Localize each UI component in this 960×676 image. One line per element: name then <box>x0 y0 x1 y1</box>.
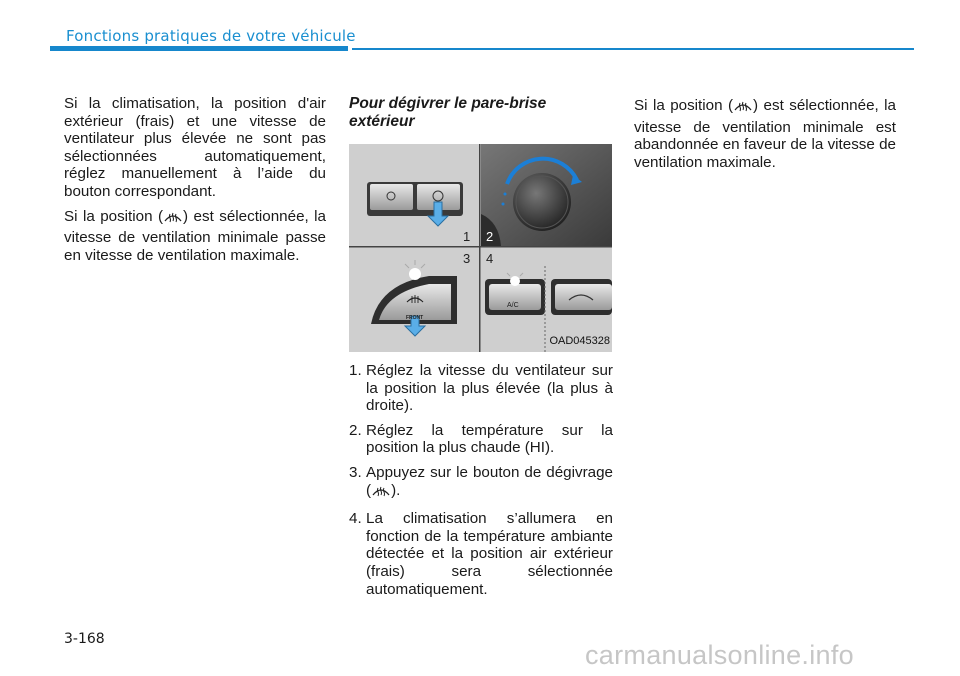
header-rule-thin <box>352 48 914 50</box>
step-3 <box>349 464 613 503</box>
figure-label-4: 4 <box>486 251 494 266</box>
paragraph-3 <box>634 97 896 171</box>
climate-panel-illustration <box>349 144 612 352</box>
front-button-text: FRONT <box>406 315 424 321</box>
paragraph-3-before: Si la position ( <box>634 97 734 114</box>
steps-list <box>349 362 613 598</box>
step-1 <box>349 362 613 415</box>
step-3-after: ). <box>391 481 401 499</box>
paragraph-2-before: Si la position ( <box>64 207 164 225</box>
windshield-defrost-icon <box>163 209 183 230</box>
page-number: 3-168 <box>64 631 105 647</box>
paragraph-2-after: ) est sélectionnée, la vitesse de ventilation minimale passe en vitesse de ventilation maximale. <box>64 207 326 264</box>
step-4 <box>349 510 613 598</box>
figure-label-3: 3 <box>463 251 471 266</box>
step-2-text: Réglez la température sur la position la plus chaude (HI). <box>366 421 613 457</box>
watermark-link[interactable]: carmanualsonline.info <box>585 640 854 670</box>
step-4-text: La climatisation s’allumera en fonction de la température ambiante détectée et la position air extérieur (frais) sera sélectionnée automatiquement. <box>366 510 613 598</box>
step-1-number: 1. <box>349 362 362 379</box>
figure-label-1: 1 <box>463 229 471 244</box>
windshield-defrost-icon <box>371 483 391 504</box>
step-1-text: Réglez la vitesse du ventilateur sur la position la plus élevée (la plus à droite). <box>366 362 613 415</box>
column-middle <box>349 95 613 605</box>
header-rule-thick <box>50 46 348 51</box>
figure-climate-panel <box>349 144 612 352</box>
paragraph-1: Si la climatisation, la position d'air extérieur (frais) et une vitesse de ventilateur plus élevée ne sont pas sélectionnées automatiquement, réglez manuellement à l’aide du bouton correspondant. <box>64 95 326 200</box>
step-3-number: 3. <box>349 463 362 481</box>
section-title: Pour dégivrer le pare-brise extérieur <box>349 95 547 130</box>
ac-button-text: A/C <box>507 302 519 309</box>
step-4-number: 4. <box>349 510 362 528</box>
column-right <box>634 97 896 178</box>
paragraph-2 <box>64 208 326 265</box>
header-title: Fonctions pratiques de votre véhicule <box>66 27 356 45</box>
step-3-before: Appuyez sur le bouton de dégivrage ( <box>366 463 613 499</box>
step-2-number: 2. <box>349 421 362 439</box>
step-2 <box>349 422 613 457</box>
figure-code: OAD045328 <box>549 335 610 348</box>
windshield-defrost-icon <box>733 98 753 119</box>
paragraph-3-after: ) est sélectionnée, la vitesse de ventilation minimale est abandonnée en faveur de la vitesse de ventilation maximale. <box>634 97 896 171</box>
column-left <box>64 95 326 271</box>
figure-label-2: 2 <box>486 229 494 244</box>
